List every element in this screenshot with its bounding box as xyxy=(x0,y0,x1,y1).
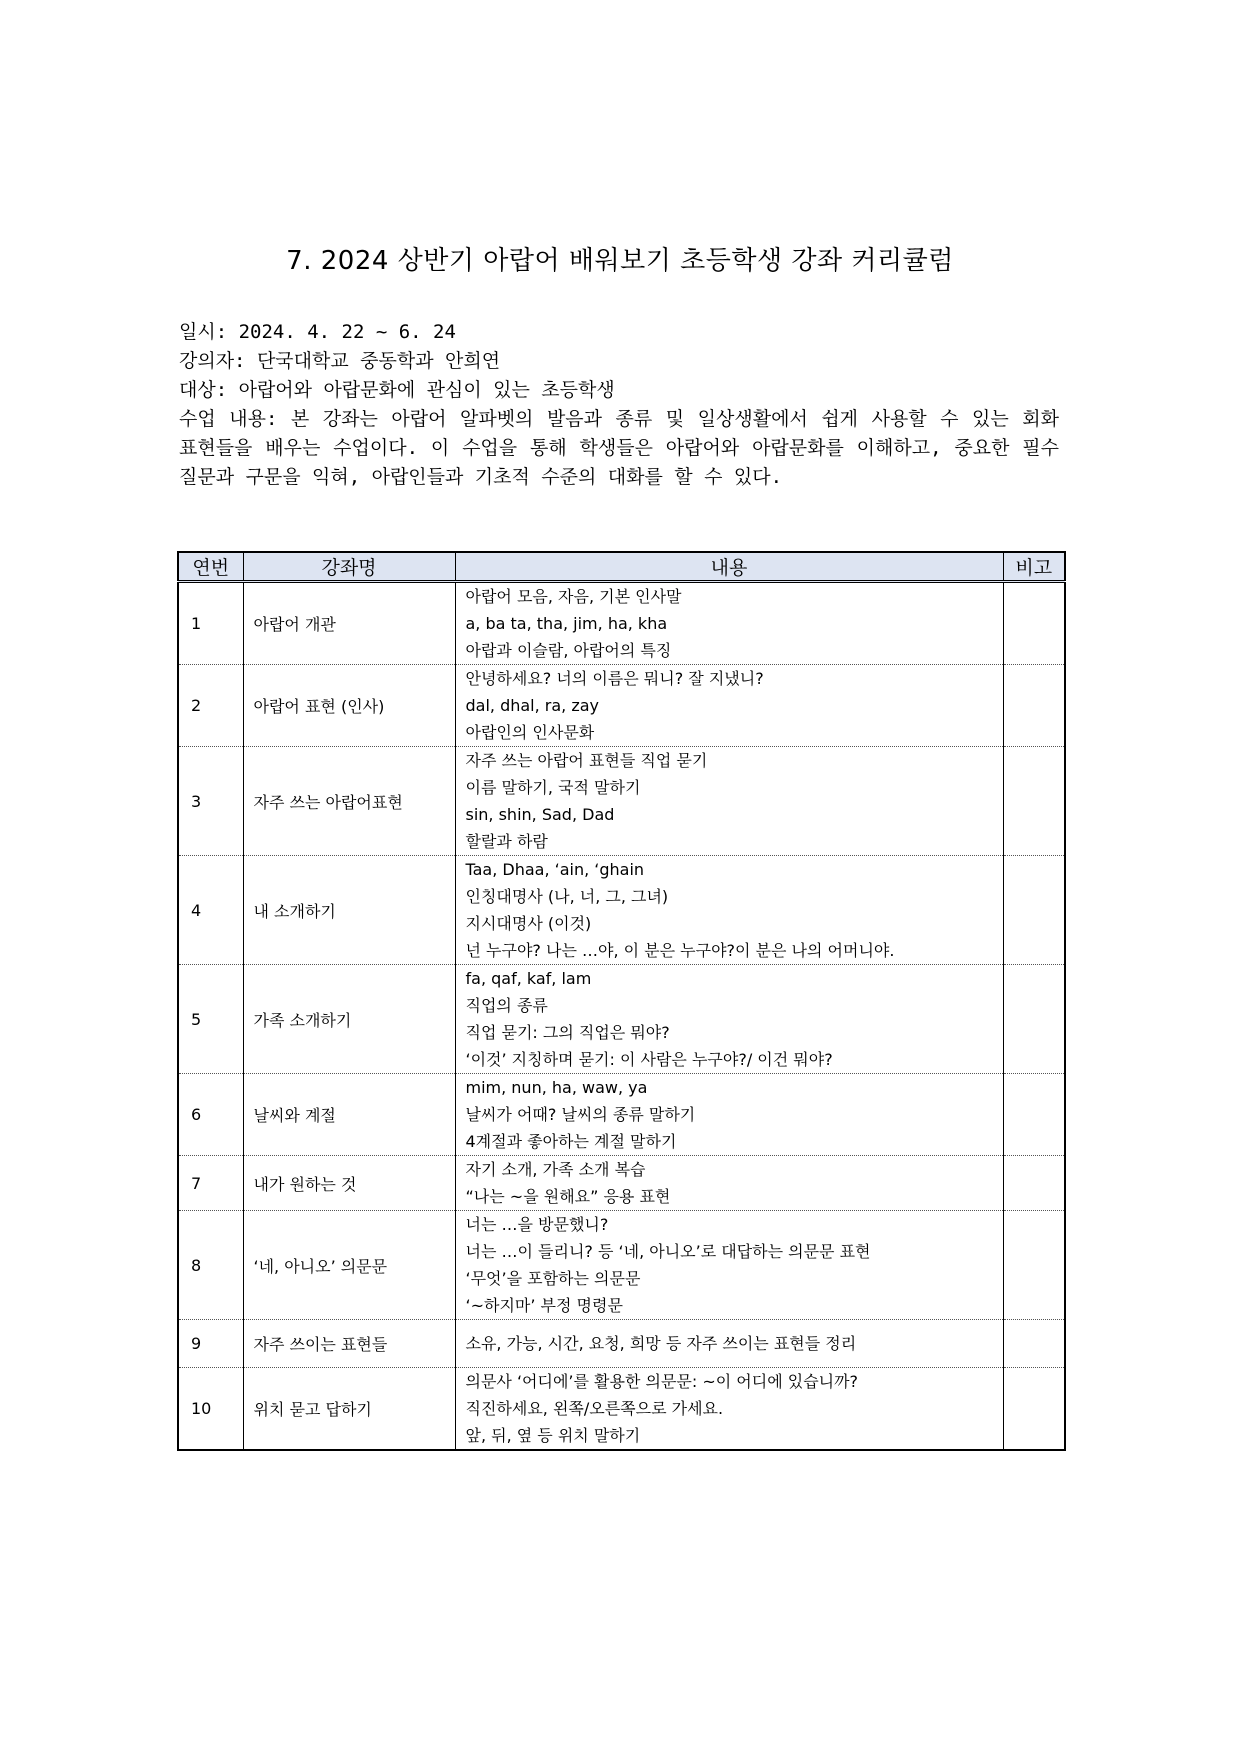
row-number: 8 xyxy=(178,1211,243,1320)
header-name: 강좌명 xyxy=(243,552,455,582)
lecture-name: 아랍어 개관 xyxy=(243,582,455,665)
content-line: ‘무엇’을 포함하는 의문문 xyxy=(465,1269,641,1288)
row-number: 9 xyxy=(178,1320,243,1368)
content-line: 날씨가 어때? 날씨의 종류 말하기 xyxy=(465,1105,696,1124)
content-line: mim, nun, ha, waw, ya xyxy=(465,1078,648,1097)
curriculum-table xyxy=(177,551,1066,1451)
note-cell xyxy=(1003,582,1065,665)
row-number: 2 xyxy=(178,665,243,747)
header-note: 비고 xyxy=(1003,552,1065,582)
lecture-content xyxy=(455,582,1003,665)
content-line: 지시대명사 (이것) xyxy=(465,914,592,933)
lecture-content xyxy=(455,1211,1003,1320)
lecture-content xyxy=(455,665,1003,747)
table-row xyxy=(178,1156,1065,1211)
note-cell xyxy=(1003,1211,1065,1320)
table-row xyxy=(178,856,1065,965)
table-row xyxy=(178,582,1065,665)
lecture-name: 내 소개하기 xyxy=(243,856,455,965)
table-row xyxy=(178,1074,1065,1156)
table-row xyxy=(178,665,1065,747)
lecture-content xyxy=(455,1156,1003,1211)
content-line: Taa, Dhaa, ‘ain, ‘ghain xyxy=(465,860,645,879)
row-number: 7 xyxy=(178,1156,243,1211)
lecture-name: 아랍어 표현 (인사) xyxy=(243,665,455,747)
row-number: 5 xyxy=(178,965,243,1074)
content-line: “나는 ~을 원해요” 응용 표현 xyxy=(465,1187,671,1206)
note-cell xyxy=(1003,747,1065,856)
content-line: 4계절과 좋아하는 계절 말하기 xyxy=(465,1132,677,1151)
table-row xyxy=(178,1211,1065,1320)
note-cell xyxy=(1003,1074,1065,1156)
content-line: 안녕하세요? 너의 이름은 뭐니? 잘 지냈니? xyxy=(465,669,764,688)
document-title: 7. 2024 상반기 아랍어 배워보기 초등학생 강좌 커리큘럼 xyxy=(286,246,954,276)
course-info xyxy=(179,318,1059,492)
course-date: 일시: 2024. 4. 22 ~ 6. 24 xyxy=(179,321,456,343)
content-line: 소유, 가능, 시간, 요청, 희망 등 자주 쓰이는 표현들 정리 xyxy=(465,1334,857,1353)
content-line: 이름 말하기, 국적 말하기 xyxy=(465,778,641,797)
content-line: ‘이것’ 지칭하며 묻기: 이 사람은 누구야?/ 이건 뭐야? xyxy=(465,1050,833,1069)
lecture-name: 가족 소개하기 xyxy=(243,965,455,1074)
header-content: 내용 xyxy=(455,552,1003,582)
content-line: 할랄과 하람 xyxy=(465,832,548,851)
lecture-name: 자주 쓰이는 표현들 xyxy=(243,1320,455,1368)
content-line: 자주 쓰는 아랍어 표현들 직업 묻기 xyxy=(465,751,708,770)
lecture-content xyxy=(455,1368,1003,1451)
content-line: 직업 묻기: 그의 직업은 뭐야? xyxy=(465,1023,670,1042)
row-number: 4 xyxy=(178,856,243,965)
content-line: sin, shin, Sad, Dad xyxy=(465,805,615,824)
table-row xyxy=(178,747,1065,856)
lecture-name: 날씨와 계절 xyxy=(243,1074,455,1156)
content-line: 직업의 종류 xyxy=(465,996,548,1015)
lecture-name: 위치 묻고 답하기 xyxy=(243,1368,455,1451)
lecture-content xyxy=(455,747,1003,856)
note-cell xyxy=(1003,1368,1065,1451)
course-target: 대상: 아랍어와 아랍문화에 관심이 있는 초등학생 xyxy=(179,379,615,401)
note-cell xyxy=(1003,856,1065,965)
content-line: ‘~하지마’ 부정 명령문 xyxy=(465,1296,623,1315)
lecture-name: 자주 쓰는 아랍어표현 xyxy=(243,747,455,856)
content-line: dal, dhal, ra, zay xyxy=(465,696,600,715)
note-cell xyxy=(1003,665,1065,747)
content-line: 너는 …을 방문했니? xyxy=(465,1215,609,1234)
row-number: 6 xyxy=(178,1074,243,1156)
content-line: 넌 누구야? 나는 …야, 이 분은 누구야?이 분은 나의 어머니야. xyxy=(465,941,895,960)
content-line: fa, qaf, kaf, lam xyxy=(465,969,592,988)
course-lecturer: 강의자: 단국대학교 중동학과 안희연 xyxy=(179,350,501,372)
lecture-name: ‘네, 아니오’ 의문문 xyxy=(243,1211,455,1320)
lecture-content xyxy=(455,965,1003,1074)
lecture-content xyxy=(455,1074,1003,1156)
note-cell xyxy=(1003,1320,1065,1368)
lecture-name: 내가 원하는 것 xyxy=(243,1156,455,1211)
content-line: 앞, 뒤, 옆 등 위치 말하기 xyxy=(465,1426,641,1445)
content-line: 아랍어 모음, 자음, 기본 인사말 xyxy=(465,587,682,606)
content-line: 아랍과 이슬람, 아랍어의 특징 xyxy=(465,641,672,660)
table-row xyxy=(178,1320,1065,1368)
content-line: 의문사 ‘어디에’를 활용한 의문문: ~이 어디에 있습니까? xyxy=(465,1372,859,1391)
content-line: 자기 소개, 가족 소개 복습 xyxy=(465,1160,646,1179)
lecture-content xyxy=(455,1320,1003,1368)
content-line: a, ba ta, tha, jim, ha, kha xyxy=(465,614,668,633)
lecture-content xyxy=(455,856,1003,965)
content-line: 아랍인의 인사문화 xyxy=(465,723,595,742)
note-cell xyxy=(1003,1156,1065,1211)
note-cell xyxy=(1003,965,1065,1074)
course-description: 수업 내용: 본 강좌는 아랍어 알파벳의 발음과 종류 및 일상생활에서 쉽게 사용할 수 있는 회화 표현들을 배우는 수업이다. 이 수업을 통해 학생들은 아랍어와 아랍문화를 이해하고, 중요한 필수 질문과 구문을 익혀, 아랍인들과 기초적 수준의 대화를 할 수 있다. xyxy=(179,408,1059,488)
content-line: 인칭대명사 (나, 너, 그, 그녀) xyxy=(465,887,669,906)
content-line: 직진하세요, 왼쪽/오른쪽으로 가세요. xyxy=(465,1399,724,1418)
row-number: 3 xyxy=(178,747,243,856)
content-line: 너는 …이 들리니? 등 ‘네, 아니오’로 대답하는 의문문 표현 xyxy=(465,1242,871,1261)
header-no: 연번 xyxy=(178,552,243,582)
row-number: 1 xyxy=(178,582,243,665)
table-header-row xyxy=(178,552,1065,582)
row-number: 10 xyxy=(178,1368,243,1451)
table-row xyxy=(178,965,1065,1074)
table-row xyxy=(178,1368,1065,1451)
